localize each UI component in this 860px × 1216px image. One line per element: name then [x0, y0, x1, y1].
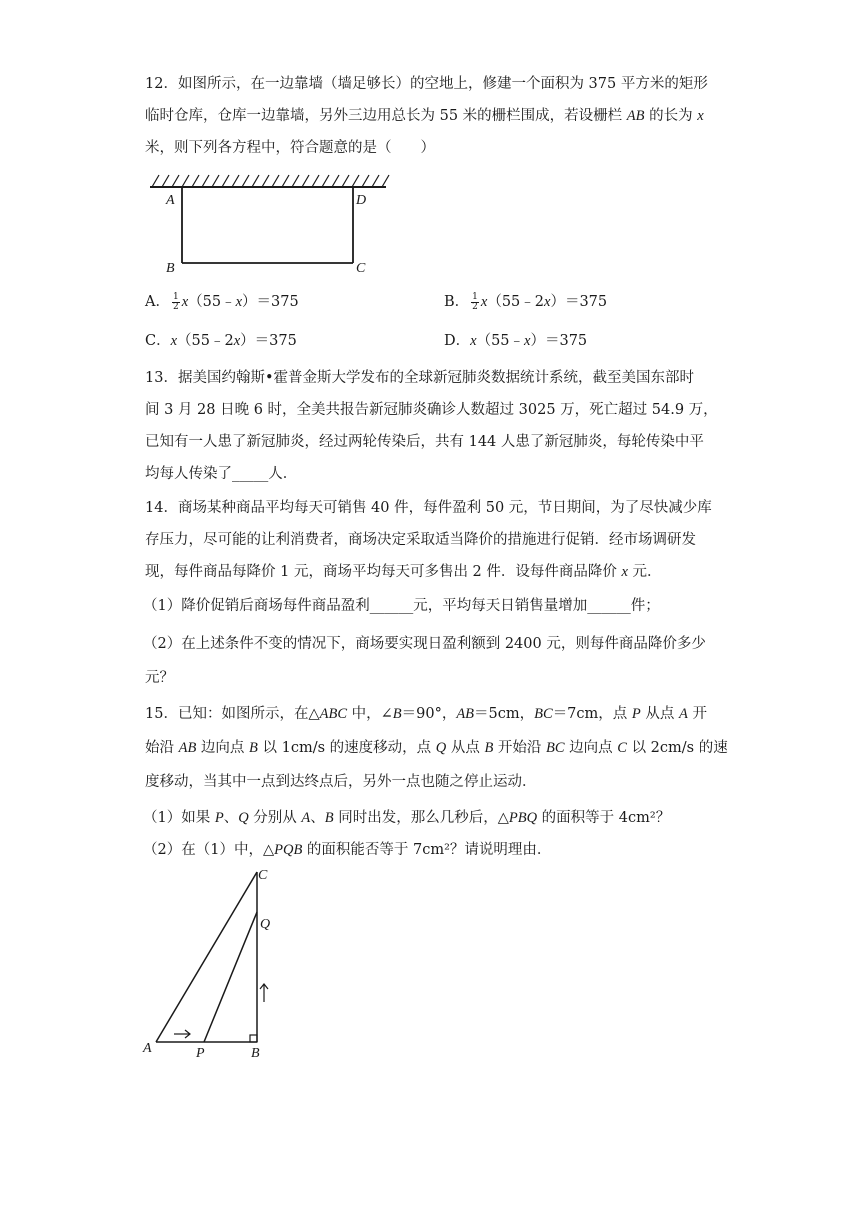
q14-line2: 存压力，尽可能的让利消费者，商场决定采取适当降价的措施进行促销．经市场调研发	[145, 532, 696, 548]
label-a: A	[143, 1041, 152, 1056]
wall-hatch-mark	[362, 175, 369, 187]
side-ac	[156, 872, 257, 1042]
option-d: D．x（55﹣x）＝375	[444, 333, 588, 349]
wall-hatch-mark	[382, 175, 389, 187]
wall-hatch-mark	[332, 175, 339, 187]
wall-hatch-mark	[192, 175, 199, 187]
q12-line3: 米，则下列各方程中，符合题意的是（ ）	[145, 140, 435, 156]
q14-line3: 现，每件商品每降价 1 元，商场平均每天可多售出 2 件．设每件商品降价 x 元．	[145, 564, 662, 580]
wall-hatch-mark	[342, 175, 349, 187]
wall-hatch-mark	[202, 175, 209, 187]
q14-sub2-line1: （2）在上述条件不变的情况下，商场要实现日盈利额到 2400 元，则每件商品降价多少	[143, 636, 706, 652]
q15-sub2: （2）在（1）中，△PQB 的面积能否等于 7cm²？请说明理由．	[143, 842, 552, 858]
label-p: P	[196, 1046, 205, 1061]
q14-sub2-line2: 元？	[145, 670, 174, 686]
q13-line4: 均每人传染了_____人．	[145, 466, 298, 482]
option-c: C．x（55﹣2x）＝375	[145, 333, 297, 349]
label-a: A	[166, 193, 175, 208]
label-q: Q	[260, 917, 271, 932]
option-a: A． $\frac{1}{2}$ x（55﹣x）＝375	[145, 291, 299, 312]
q15-triangle-figure	[140, 864, 290, 1064]
right-angle-mark	[250, 1035, 257, 1042]
arrow-right-icon	[174, 1030, 190, 1038]
q15-line3: 度移动，当其中一点到达终点后，另外一点也随之停止运动．	[145, 774, 537, 790]
wall-hatch-mark	[222, 175, 229, 187]
fraction-half: $\frac{1}{2}$	[472, 291, 478, 312]
wall-hatch-mark	[262, 175, 269, 187]
wall-hatch-mark	[182, 175, 189, 187]
wall-hatch-mark	[242, 175, 249, 187]
wall-hatch-mark	[322, 175, 329, 187]
q12-rectangle-figure	[150, 172, 390, 277]
wall-hatch-mark	[352, 175, 359, 187]
wall-hatch-mark	[212, 175, 219, 187]
q12-line2: 临时仓库，仓库一边靠墙，另外三边用总长为 55 米的栅栏围成，若设栅栏 AB 的长为 x	[145, 108, 704, 124]
wall-hatch-mark	[312, 175, 319, 187]
wall-hatch-mark	[232, 175, 239, 187]
q13-line2: 间 3 月 28 日晚 6 时，全美共报告新冠肺炎确诊人数超过 3025 万，死亡超过 54.9 万，	[145, 402, 718, 418]
label-c: C	[258, 868, 268, 883]
q12-line1: 12．如图所示，在一边靠墙（墙足够长）的空地上，修建一个面积为 375 平方米的矩形	[145, 76, 708, 92]
segment-pq	[204, 912, 257, 1042]
wall-hatch-mark	[302, 175, 309, 187]
wall-hatch-mark	[152, 175, 159, 187]
wall-hatch-mark	[162, 175, 169, 187]
wall-hatch-mark	[372, 175, 379, 187]
q14-line1: 14．商场某种商品平均每天可销售 40 件，每件盈利 50 元，节日期间，为了尽快减少库	[145, 500, 712, 516]
wall-hatch-mark	[282, 175, 289, 187]
label-b: B	[166, 261, 175, 276]
q15-sub1: （1）如果 P、Q 分别从 A、B 同时出发，那么几秒后，△PBQ 的面积等于 4cm²？	[143, 810, 671, 826]
q13-line1: 13．据美国约翰斯•霍普金斯大学发布的全球新冠肺炎数据统计系统，截至美国东部时	[145, 370, 695, 386]
label-d: D	[356, 193, 367, 208]
label-b: B	[251, 1046, 260, 1061]
option-b: B． $\frac{1}{2}$ x（55﹣2x）＝375	[444, 291, 608, 312]
q15-line1: 15．已知：如图所示，在△ABC 中，∠B＝90°，AB＝5cm，BC＝7cm，点 P 从点 A 开	[145, 706, 707, 722]
q13-line3: 已知有一人患了新冠肺炎，经过两轮传染后，共有 144 人患了新冠肺炎，每轮传染中平	[145, 434, 704, 450]
label-c: C	[356, 261, 366, 276]
arrow-up-icon	[260, 984, 268, 1002]
wall-hatch-mark	[292, 175, 299, 187]
q14-sub1: （1）降价促销后商场每件商品盈利______元，平均每天日销售量增加______件；	[143, 598, 660, 614]
fraction-half: $\frac{1}{2}$	[172, 291, 179, 312]
wall-hatch-mark	[252, 175, 259, 187]
q15-line2: 始沿 AB 边向点 B 以 1cm/s 的速度移动，点 Q 从点 B 开始沿 BC 边向点 C 以 2cm/s 的速	[145, 740, 728, 756]
wall-hatch-mark	[272, 175, 279, 187]
wall-hatch-mark	[172, 175, 179, 187]
